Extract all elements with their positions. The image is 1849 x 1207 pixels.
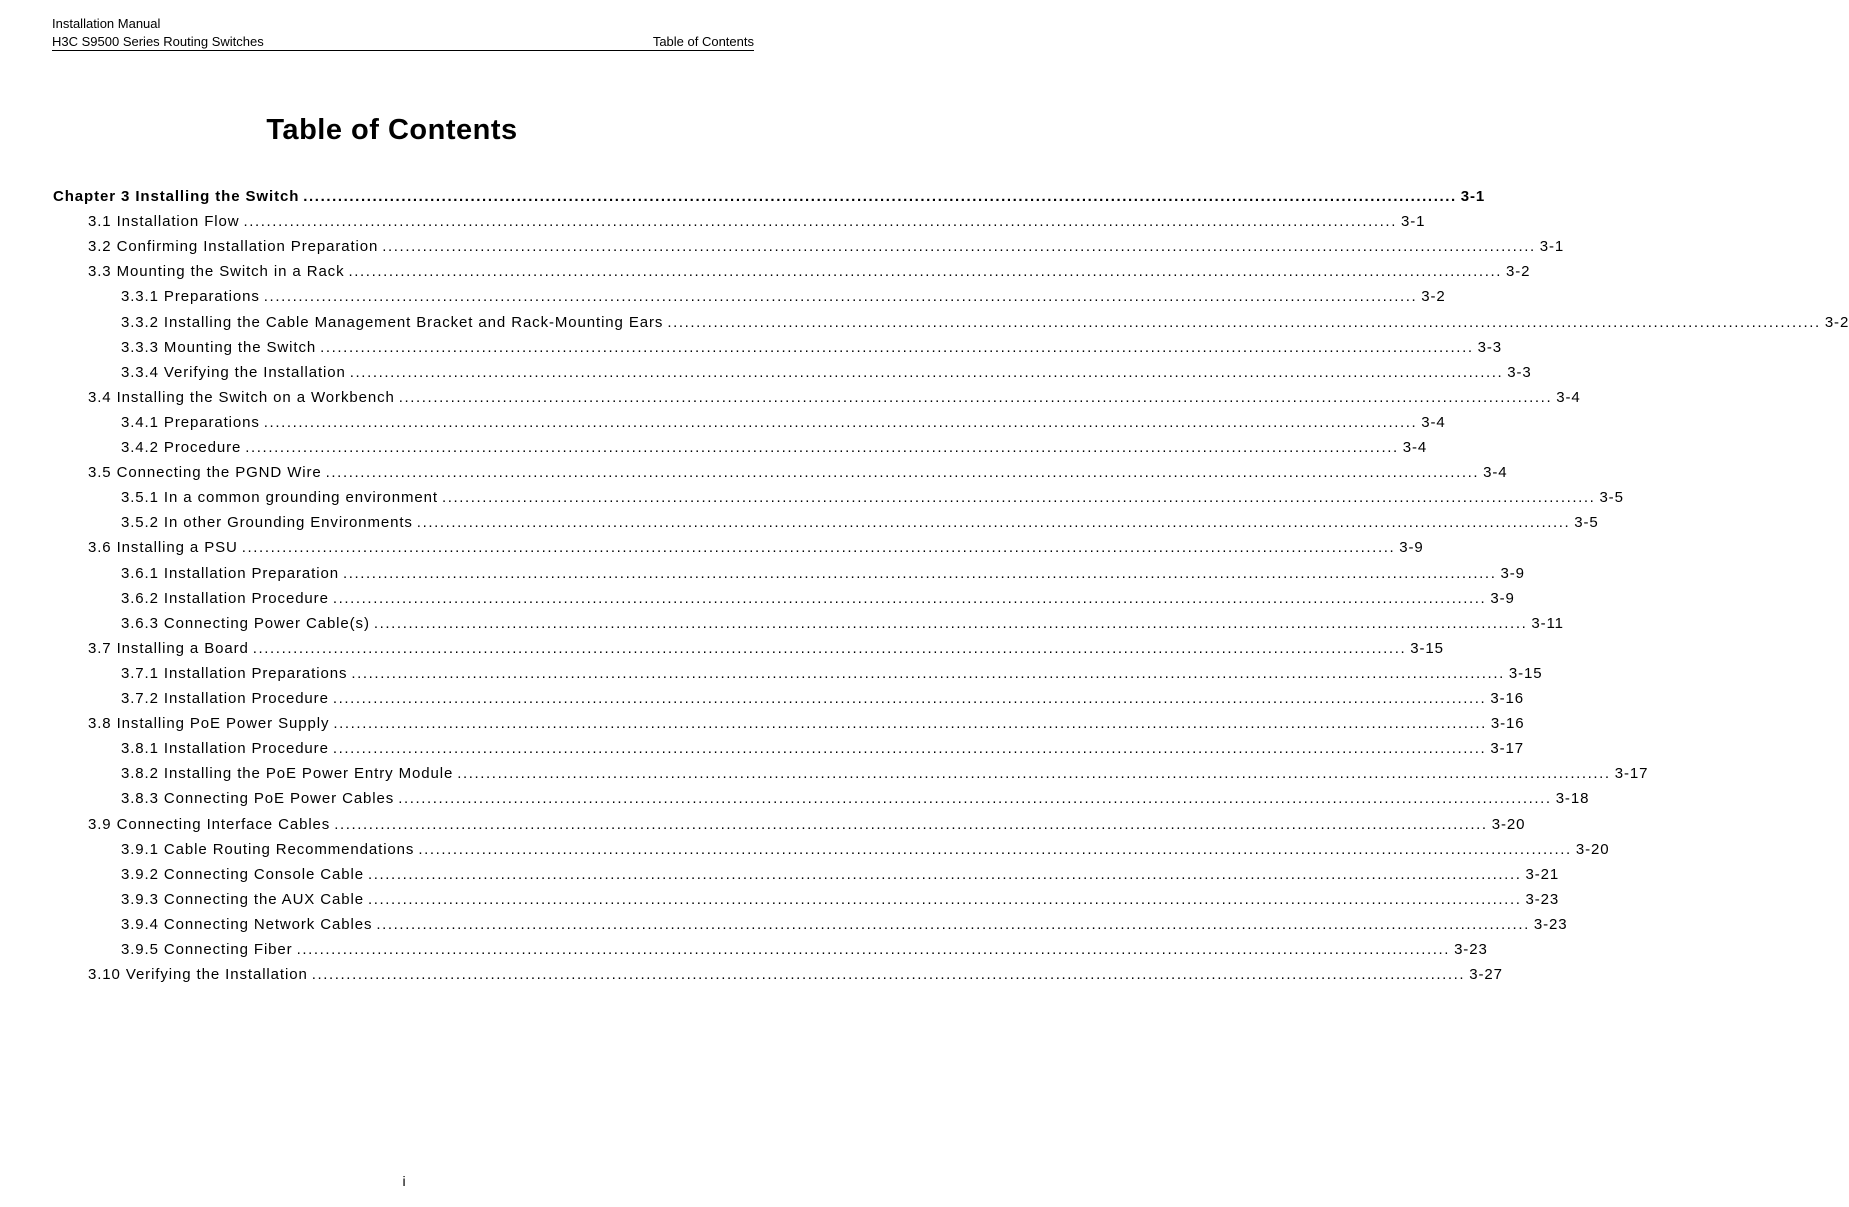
- toc-entry-page: 3-5: [1599, 489, 1624, 507]
- toc-entry[interactable]: [121, 489, 1624, 511]
- toc-entry-label: 3.5.2 In other Grounding Environments: [121, 514, 413, 532]
- toc-entry-page: 3-2: [1506, 263, 1531, 281]
- toc-dot-leader: ........................................................................................................................................................................................................: [334, 815, 1488, 833]
- toc-entry-page: 3-20: [1575, 840, 1610, 858]
- toc-dot-leader: ........................................................................................................................................................................................................: [296, 941, 1451, 958]
- toc-dot-leader: ........................................................................................................................................................................................................: [398, 790, 1552, 808]
- toc-entry[interactable]: [88, 263, 1531, 285]
- toc-entry-page: 3-9: [1399, 539, 1424, 557]
- toc-entry-page: 3-9: [1490, 589, 1515, 607]
- toc-entry[interactable]: [88, 966, 1503, 988]
- toc-entry-label: 3.8.2 Installing the PoE Power Entry Module: [121, 765, 454, 783]
- toc-entry-label: 3.5 Connecting the PGND Wire: [88, 464, 322, 482]
- toc-entry-label: 3.8.1 Installation Procedure: [121, 740, 329, 758]
- toc-entry-page: 3-16: [1490, 690, 1524, 707]
- toc-entry[interactable]: [121, 890, 1560, 913]
- toc-dot-leader: ........................................................................................................................................................................................................: [667, 313, 1821, 331]
- toc-entry[interactable]: [88, 539, 1424, 561]
- toc-dot-leader: ........................................................................................................................................................................................................: [332, 740, 1487, 758]
- toc-entry-label: 3.6.2 Installation Procedure: [121, 589, 329, 607]
- toc-entry-label: 3.9.1 Cable Routing Recommendations: [121, 840, 415, 858]
- toc-dot-leader: ........................................................................................................................................................................................................: [373, 614, 1528, 632]
- toc-dot-leader: ........................................................................................................................................................................................................: [376, 915, 1530, 933]
- toc-entry[interactable]: [121, 941, 1488, 963]
- toc-entry[interactable]: [121, 514, 1599, 536]
- toc-dot-leader: ........................................................................................................................................................................................................: [398, 388, 1553, 406]
- toc-entry-label: 3.7 Installing a Board: [88, 639, 249, 657]
- toc-entry[interactable]: [88, 238, 1565, 260]
- toc-dot-leader: ........................................................................................................................................................................................................: [349, 363, 1504, 381]
- toc-entry[interactable]: [121, 690, 1524, 712]
- toc-entry[interactable]: [88, 388, 1581, 411]
- toc-dot-leader: ........................................................................................................................................................................................................: [311, 966, 1466, 984]
- toc-entry-label: 3.7.1 Installation Preparations: [121, 664, 348, 682]
- toc-entry-page: 3-4: [1483, 464, 1508, 482]
- toc-entry-page: 3-11: [1531, 614, 1564, 632]
- toc-entry-page: 3-3: [1507, 363, 1532, 381]
- toc-entry[interactable]: [121, 439, 1428, 461]
- toc-dot-leader: ........................................................................................................................................................................................................: [325, 464, 1480, 482]
- toc-dot-leader: ........................................................................................................................................................................................................: [252, 639, 1407, 657]
- toc-dot-leader: ........................................................................................................................................................................................................: [367, 890, 1522, 908]
- toc-dot-leader: ........................................................................................................................................................................................................: [457, 765, 1611, 783]
- toc-entry-page: 3-21: [1525, 865, 1560, 883]
- toc-dot-leader: ........................................................................................................................................................................................................: [243, 213, 1397, 231]
- toc-dot-leader: ........................................................................................................................................................................................................: [332, 589, 1487, 607]
- toc-entry-label: 3.3.1 Preparations: [121, 288, 260, 306]
- toc-entry-label: 3.10 Verifying the Installation: [88, 966, 308, 984]
- toc-entry-label: Chapter 3 Installing the Switch: [53, 188, 300, 205]
- toc-entry-label: 3.6.1 Installation Preparation: [121, 564, 339, 582]
- toc-dot-leader: ........................................................................................................................................................................................................: [342, 564, 1497, 582]
- toc-entry-page: 3-17: [1490, 740, 1524, 758]
- toc-dot-leader: ........................................................................................................................................................................................................: [333, 715, 1487, 733]
- toc-entry[interactable]: [88, 715, 1525, 737]
- toc-entry-page: 3-20: [1491, 815, 1526, 833]
- toc-entry[interactable]: [121, 564, 1525, 587]
- toc-dot-leader: ........................................................................................................................................................................................................: [441, 489, 1596, 507]
- page-number: i: [402, 1173, 406, 1189]
- toc-entry-label: 3.2 Confirming Installation Preparation: [88, 238, 379, 256]
- toc-entry-page: 3-4: [1556, 388, 1581, 406]
- toc-entry[interactable]: [121, 313, 1849, 336]
- toc-entry-label: 3.5.1 In a common grounding environment: [121, 489, 438, 507]
- toc-dot-leader: ........................................................................................................................................................................................................: [416, 514, 1571, 532]
- toc-entry-label: 3.8 Installing PoE Power Supply: [88, 715, 330, 733]
- toc-entry-page: 3-4: [1421, 413, 1446, 431]
- toc-entry-label: 3.3.3 Mounting the Switch: [121, 338, 317, 356]
- toc-entry-label: 3.9.4 Connecting Network Cables: [121, 915, 373, 933]
- toc-entry-label: 3.3 Mounting the Switch in a Rack: [88, 263, 345, 281]
- toc-dot-leader: ........................................................................................................................................................................................................: [241, 539, 1396, 557]
- toc-dot-leader: ........................................................................................................................................................................................................: [367, 865, 1522, 883]
- toc-entry[interactable]: [121, 589, 1515, 612]
- page-footer: [0, 1173, 808, 1189]
- toc-entry[interactable]: [121, 614, 1564, 637]
- toc-entry-label: 3.6.3 Connecting Power Cable(s): [121, 614, 370, 632]
- toc-entry[interactable]: [121, 363, 1532, 386]
- toc-dot-leader: ........................................................................................................................................................................................................: [382, 238, 1536, 256]
- toc-entry-page: 3-15: [1410, 639, 1444, 657]
- toc-dot-leader: ........................................................................................................................................................................................................: [245, 439, 1399, 456]
- toc-entry-label: 3.3.4 Verifying the Installation: [121, 363, 346, 381]
- toc-entry-label: 3.4 Installing the Switch on a Workbench: [88, 388, 395, 406]
- toc-dot-leader: ........................................................................................................................................................................................................: [348, 263, 1502, 281]
- toc-entry[interactable]: [53, 188, 1486, 210]
- toc-dot-leader: ........................................................................................................................................................................................................: [303, 188, 1457, 205]
- toc-entry[interactable]: [121, 338, 1502, 361]
- toc-entry-label: 3.8.3 Connecting PoE Power Cables: [121, 790, 395, 808]
- toc-entry[interactable]: [88, 815, 1526, 838]
- toc-dot-leader: ........................................................................................................................................................................................................: [263, 413, 1418, 431]
- toc-entry-page: 3-2: [1421, 288, 1446, 306]
- toc-dot-leader: ........................................................................................................................................................................................................: [263, 288, 1418, 306]
- toc-dot-leader: ........................................................................................................................................................................................................: [332, 690, 1487, 707]
- toc-entry-page: 3-1: [1460, 188, 1486, 205]
- page-header: [52, 16, 754, 51]
- page-title: Table of Contents: [266, 114, 518, 146]
- toc-entry-page: 3-4: [1402, 439, 1428, 456]
- toc-entry[interactable]: [88, 213, 1426, 235]
- toc-entry-label: 3.9.2 Connecting Console Cable: [121, 865, 364, 883]
- toc-entry[interactable]: [121, 288, 1446, 310]
- manual-type: Installation Manual: [52, 16, 161, 31]
- toc-dot-leader: ........................................................................................................................................................................................................: [351, 664, 1505, 682]
- toc-entry-label: 3.3.2 Installing the Cable Management Bracket and Rack-Mounting Ears: [121, 313, 664, 331]
- toc-dot-leader: ........................................................................................................................................................................................................: [320, 338, 1474, 356]
- toc-entry-page: 3-23: [1525, 890, 1560, 908]
- toc-entry[interactable]: [121, 915, 1568, 938]
- toc-entry-page: 3-1: [1539, 238, 1565, 256]
- product-name: H3C S9500 Series Routing Switches: [52, 34, 264, 49]
- toc-entry-page: 3-2: [1824, 313, 1849, 331]
- toc-entry-label: 3.6 Installing a PSU: [88, 539, 238, 557]
- toc-entry-page: 3-9: [1500, 564, 1525, 582]
- toc-entry-page: 3-18: [1555, 790, 1590, 808]
- toc-entry-page: 3-17: [1614, 765, 1649, 783]
- toc-entry-label: 3.9.3 Connecting the AUX Cable: [121, 890, 364, 908]
- toc-entry-page: 3-15: [1508, 664, 1543, 682]
- toc-entry[interactable]: [121, 790, 1590, 812]
- toc-entry[interactable]: [88, 464, 1508, 486]
- toc-entry[interactable]: [88, 639, 1444, 662]
- toc-entry-page: 3-16: [1490, 715, 1525, 733]
- toc-entry-page: 3-5: [1574, 514, 1599, 532]
- toc-entry-page: 3-23: [1533, 915, 1568, 933]
- toc-entry-page: 3-27: [1469, 966, 1503, 984]
- toc-entry-label: 3.9.5 Connecting Fiber: [121, 941, 293, 958]
- toc-entry[interactable]: [121, 664, 1543, 687]
- toc-entry-label: 3.1 Installation Flow: [88, 213, 240, 231]
- toc-entry[interactable]: [121, 740, 1524, 762]
- toc-entry-page: 3-1: [1400, 213, 1426, 231]
- toc-entry-label: 3.4.2 Procedure: [121, 439, 242, 456]
- toc-entry-page: 3-23: [1454, 941, 1488, 958]
- toc-entry[interactable]: [121, 413, 1446, 436]
- toc-entry-label: 3.9 Connecting Interface Cables: [88, 815, 331, 833]
- toc-entry-label: 3.4.1 Preparations: [121, 413, 260, 431]
- toc-entry[interactable]: [121, 765, 1649, 787]
- toc-entry-label: 3.7.2 Installation Procedure: [121, 690, 329, 707]
- toc-entry[interactable]: [121, 865, 1560, 888]
- toc-dot-leader: ........................................................................................................................................................................................................: [418, 840, 1572, 858]
- toc-entry[interactable]: [121, 840, 1610, 863]
- toc-entry-page: 3-3: [1477, 338, 1502, 356]
- section-name: Table of Contents: [652, 34, 754, 49]
